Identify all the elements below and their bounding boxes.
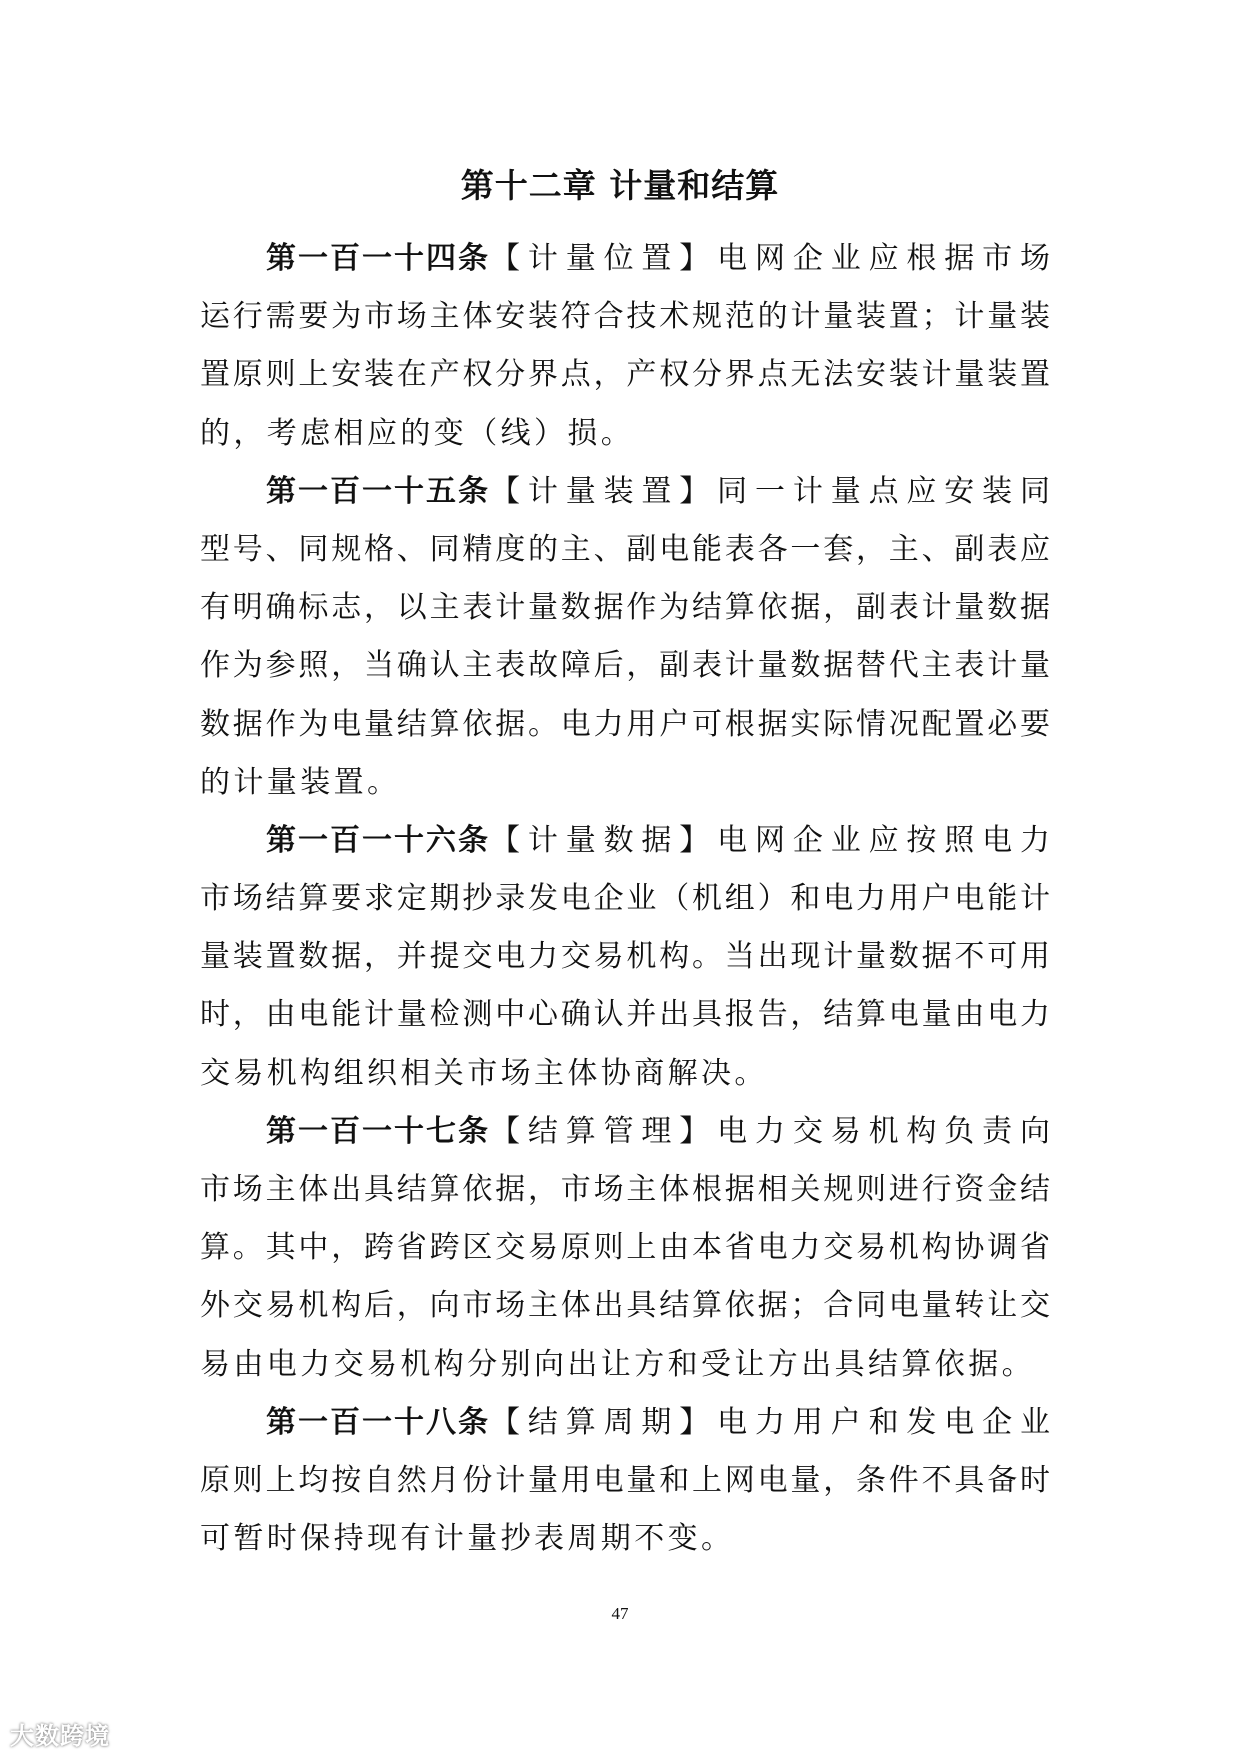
text-line: 易由电力交易机构分别向出让方和受让方出具结算依据。: [200, 1346, 1035, 1382]
text-line: 置原则上安装在产权分界点，产权分界点无法安装计量装置: [200, 357, 1050, 393]
text-line: 交易机构组织相关市场主体协商解决。: [200, 1055, 768, 1091]
text-line: 时，由电能计量检测中心确认并出具报告，结算电量由电力: [200, 997, 1050, 1033]
page-number: 47: [611, 1604, 629, 1623]
watermark-logo: [10, 1716, 110, 1751]
text-line: 算。其中，跨省跨区交易原则上由本省电力交易机构协调省: [200, 1230, 1050, 1266]
article-paragraph: [200, 1103, 1050, 1394]
article-paragraph: [200, 463, 1050, 812]
article-label: 第一百一十四条: [266, 241, 490, 276]
text-line: 量装置数据，并提交电力交易机构。当出现计量数据不可用: [200, 939, 1050, 975]
article-label: 第一百一十八条: [266, 1404, 490, 1440]
text-line: 市场主体出具结算依据，市场主体根据相关规则进行资金结: [200, 1172, 1050, 1207]
text-line: 型号、同规格、同精度的主、副电能表各一套，主、副表应: [200, 531, 1050, 567]
text-line: 作为参照，当确认主表故障后，副表计量数据替代主表计量: [200, 648, 1050, 684]
article-label: 第一百一十六条: [266, 822, 490, 858]
text-line: 可暂时保持现有计量抄表周期不变。: [200, 1521, 735, 1557]
text-line: 的，考虑相应的变（线）损。: [200, 415, 635, 451]
text-line: 的计量装置。: [200, 764, 401, 800]
text-line: 原则上均按自然月份计量用电量和上网电量，条件不具备时: [200, 1462, 1050, 1498]
article-text: 【计量装置】同一计量点应安装同: [490, 473, 1050, 509]
article-paragraph: [200, 230, 1050, 463]
paragraph-first-line: [200, 812, 1050, 870]
paragraph-first-line: [200, 1103, 1050, 1161]
watermark-text: 大数跨境: [10, 1722, 110, 1750]
paragraph-first-line: [200, 1394, 1050, 1452]
article-paragraph: [200, 812, 1050, 1103]
chapter-title: 第十二章 计量和结算: [460, 166, 780, 205]
text-line: 运行需要为市场主体安装符合技术规范的计量装置；计量装: [200, 299, 1050, 335]
article-text: 【计量位置】电网企业应根据市场: [490, 241, 1050, 276]
article-text: 【结算周期】电力用户和发电企业: [490, 1404, 1050, 1440]
text-line: 市场结算要求定期抄录发电企业（机组）和电力用户电能计: [200, 881, 1050, 917]
paragraph-first-line: [200, 230, 1050, 288]
text-line: 有明确标志，以主表计量数据作为结算依据，副表计量数据: [200, 590, 1050, 626]
paragraph-first-line: [200, 463, 1050, 521]
document-body: [200, 230, 1050, 1568]
text-line: 外交易机构后，向市场主体出具结算依据；合同电量转让交: [200, 1288, 1050, 1324]
article-label: 第一百一十七条: [266, 1113, 490, 1149]
article-paragraph: [200, 1394, 1050, 1569]
article-label: 第一百一十五条: [266, 473, 490, 509]
text-line: 数据作为电量结算依据。电力用户可根据实际情况配置必要: [200, 706, 1050, 742]
article-text: 【结算管理】电力交易机构负责向: [490, 1113, 1050, 1149]
article-text: 【计量数据】电网企业应按照电力: [490, 822, 1050, 858]
